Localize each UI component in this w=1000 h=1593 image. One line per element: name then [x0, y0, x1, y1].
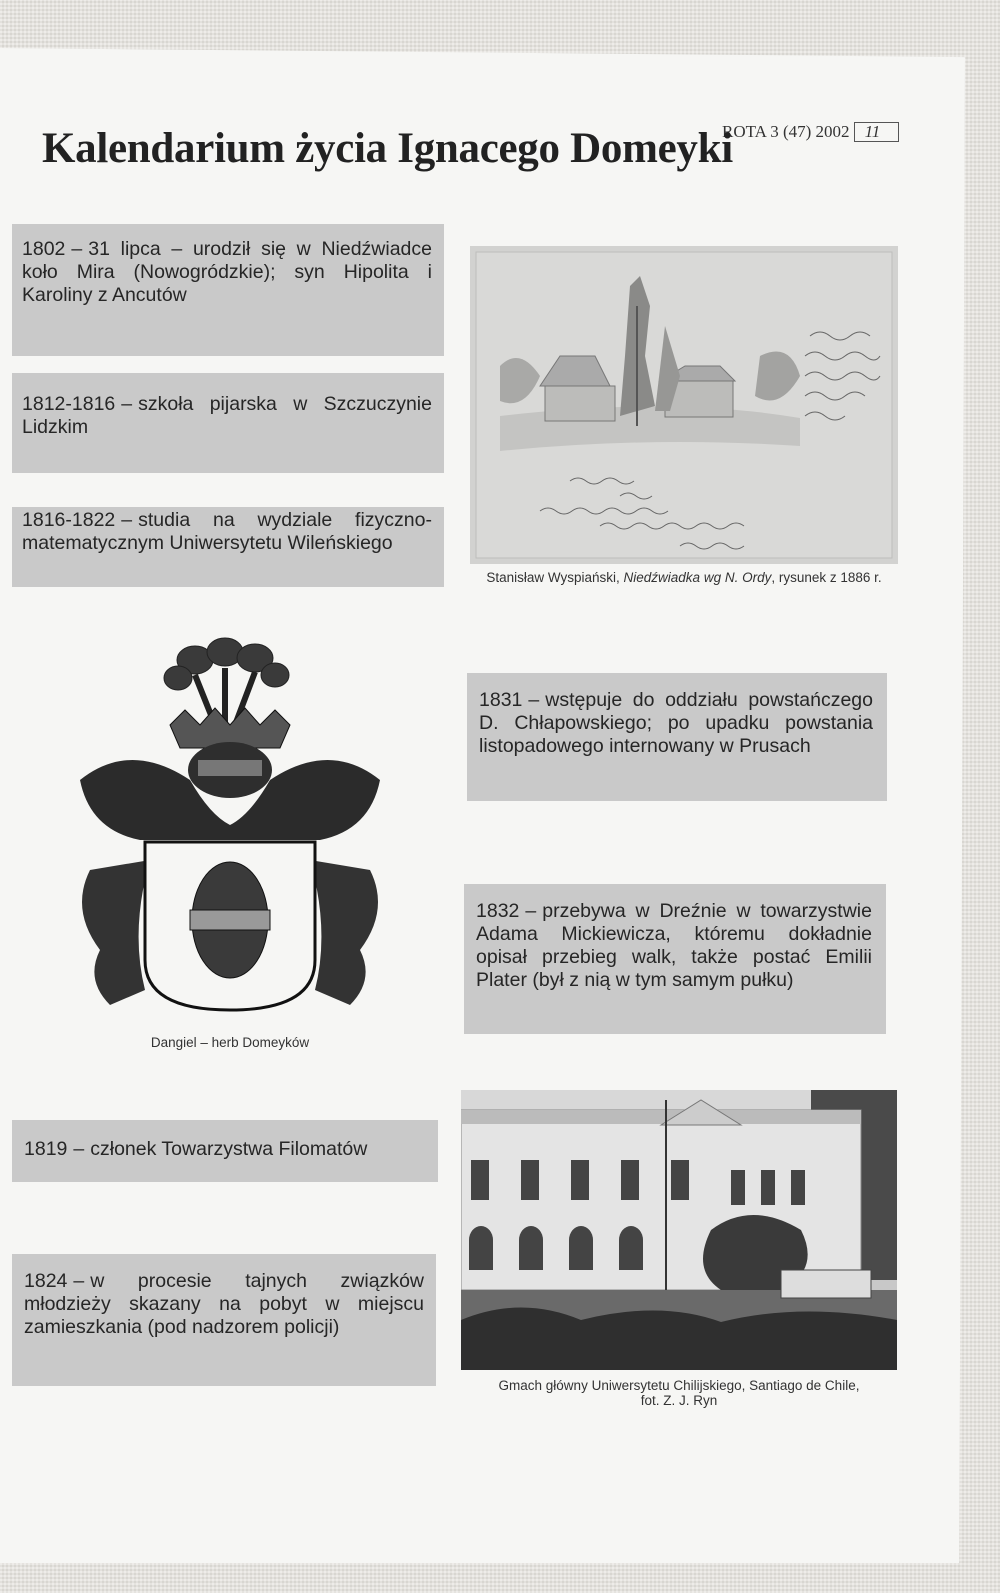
- sketch-figure: [470, 246, 898, 564]
- coat-of-arms-drawing: [70, 630, 390, 1030]
- entry-text: 31 lipca – urodził się w Niedźwiadce koło Mira (Nowogródzkie); syn Hipolita i Karoliny z Ancutów: [22, 238, 432, 306]
- entry-text: w procesie tajnych związków młodzieży skazany na pobyt w miejscu zamieszkania (pod nadzorem policji): [24, 1270, 424, 1338]
- page-title: Kalendarium życia Ignacego Domeyki: [42, 125, 733, 172]
- sketch-caption-title: Niedźwiadka wg N. Ordy: [623, 570, 772, 585]
- university-photo: [461, 1090, 897, 1370]
- entry-text: przebywa w Dreźnie w towarzystwie Adama Mickiewicza, któremu dokładnie opisał przebieg walk, także postać Emilii Plater (był z nią w tym samym pułku): [476, 900, 872, 991]
- entry-year: 1816-1822: [22, 509, 116, 531]
- photo-caption: [461, 1378, 897, 1408]
- entry-year: 1832: [476, 900, 520, 922]
- timeline-entry-1832: 1832 – przebywa w Dreźnie w towarzystwie Adama Mickiewicza, któremu dokładnie opisał przebieg walk, także postać Emilii Plater (był z nią w tym samym pułku): [464, 884, 886, 1034]
- entry-text: wstępuje do oddziału powstańczego D. Chłapowskiego; po upadku powstania listopadowego internowany w Prusach: [479, 689, 873, 757]
- entry-year: 1824: [24, 1270, 68, 1292]
- coat-of-arms-figure: [70, 630, 390, 1030]
- sketch-drawing: [470, 246, 898, 564]
- entry-year: 1812-1816: [22, 393, 116, 415]
- sketch-caption-author: Stanisław Wyspiański,: [486, 570, 620, 585]
- timeline-entry-1819: 1819 – członek Towarzystwa Filomatów: [12, 1120, 438, 1182]
- timeline-entry-1802: 1802 – 31 lipca – urodził się w Niedźwiadce koło Mira (Nowogródzkie); syn Hipolita i Karoliny z Ancutów: [12, 224, 444, 356]
- page-number: 11: [854, 122, 900, 142]
- sketch-caption: [470, 570, 898, 585]
- entry-text: studia na wydziale fizyczno-matematycznym Uniwersytetu Wileńskiego: [22, 509, 432, 554]
- entry-text: szkoła pijarska w Szczuczynie Lidzkim: [22, 393, 432, 438]
- publication-header: [722, 122, 899, 142]
- photo-caption-line1: Gmach główny Uniwersytetu Chilijskiego, Santiago de Chile,: [498, 1378, 860, 1393]
- timeline-entry-1816-1822: 1816-1822 – studia na wydziale fizyczno-matematycznym Uniwersytetu Wileńskiego: [12, 507, 444, 587]
- entry-year: 1819: [24, 1138, 68, 1160]
- coat-of-arms-caption: Dangiel – herb Domeyków: [150, 1035, 310, 1050]
- timeline-entry-1831: 1831 – wstępuje do oddziału powstańczego D. Chłapowskiego; po upadku powstania listopadowego internowany w Prusach: [467, 673, 887, 801]
- sketch-caption-rest: , rysunek z 1886 r.: [771, 570, 882, 585]
- university-photo-image: [461, 1090, 897, 1370]
- entry-year: 1831: [479, 689, 523, 711]
- timeline-entry-1812-1816: 1812-1816 – szkoła pijarska w Szczuczynie Lidzkim: [12, 373, 444, 473]
- photo-caption-line2: fot. Z. J. Ryn: [640, 1393, 718, 1408]
- timeline-entry-1824: 1824 – w procesie tajnych związków młodzieży skazany na pobyt w miejscu zamieszkania (pod nadzorem policji): [12, 1254, 436, 1386]
- entry-text: członek Towarzystwa Filomatów: [90, 1138, 368, 1160]
- publication-label: ROTA 3 (47) 2002: [722, 122, 850, 141]
- entry-year: 1802: [22, 238, 66, 260]
